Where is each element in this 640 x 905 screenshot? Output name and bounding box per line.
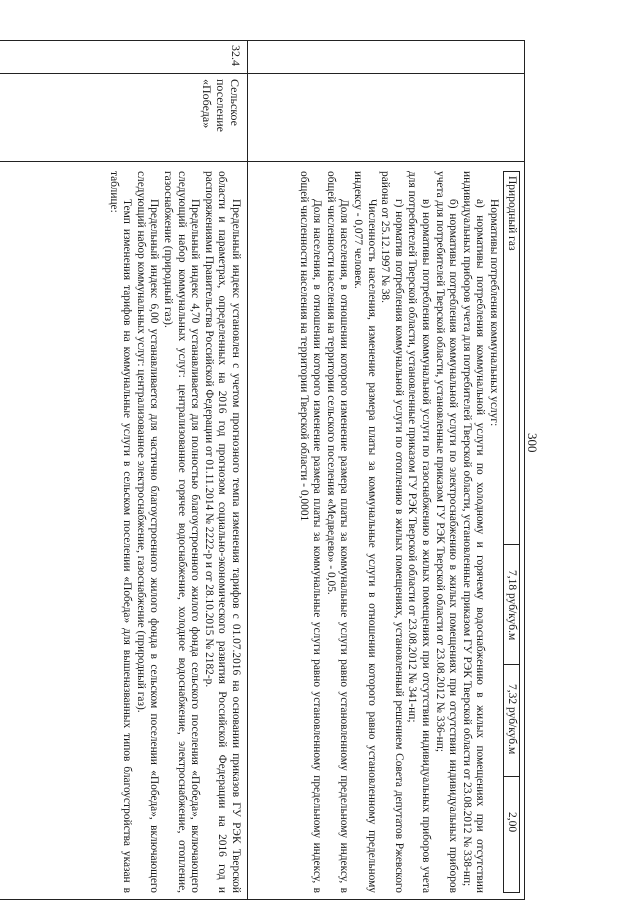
row2-content: [106, 171, 242, 893]
tariff-value-cell: 2,00: [506, 812, 518, 833]
paragraph: Численность населения, изменение размера платы за коммунальные услуги в отношении которого равно установленному предельному индексу - 0,077 человек.: [352, 171, 378, 893]
paragraph: Предельный индекс 6,00 устанавливается для частично благоустроенного жилого фонда в сельском поселении «Победа», включающего следующий набор коммунальных услуг: централизованное электроснабжение, газоснабжение (природный газ).: [134, 171, 161, 893]
row-divider: [247, 41, 248, 899]
paragraph: Предельный индекс установлен с учетом прогнозного темпа изменения тарифов с 01.07.2016 на основании приказов ГУ РЭК Тверской области и параметрах, определенных на 2016 год прогнозом социально-экономического развития Российской Федерации на 2016 год и распоряжениями Правительства Российской Федерации от 01.11.2014 № 2222-р и от 28.10.2015 № 2182-р.: [202, 171, 242, 893]
paragraph: Доля населения, в отношении которого изменение размера платы за коммунальные услуги равно установленному предельному индексу, в общей численности населения на территории сельского поселения «Медведево» - 0,05.: [324, 171, 351, 893]
row-number: 32.4: [229, 45, 243, 66]
page-number: 300: [525, 433, 540, 453]
paragraph: Темп изменения тарифов на коммунальные услуги в сельском поселении «Победа» для вышеназванных типов благоустройства указан в таблице:: [107, 171, 134, 893]
tariff-table: [503, 171, 520, 893]
paragraph: г) норматив потребления коммунальной услуги по отоплению в жилых помещениях, установленный решением Совета депутатов Ржевского района от 25.12.1997 № 38.: [379, 171, 405, 893]
paragraph: а) нормативы потребления коммунальной услуги по холодному и горячему водоснабжению в жилых помещениях при отсутствии индивидуальных приборов учета для потребителей Тверской области, установленные приказом ГУ РЭК Тверской области от 23.08.2012 № 338-нп;: [460, 171, 487, 893]
paragraph: в) нормативы потребления коммунальной услуги по газоснабжению в жилых помещениях при отсутствии индивидуальных приборов учета для потребителей Тверской области, установленные приказом ГУ РЭК Тверской области от 23.08.2012 № 341-нп;: [406, 171, 433, 893]
main-table: [0, 40, 525, 900]
tariff-value-cell: 7,18 руб/куб.м: [506, 570, 518, 641]
tariff-value-cell: 7,32 руб/куб.м: [506, 684, 518, 755]
paragraph: Доля населения, в отношении которого изменение размера платы за коммунальные услуги равно установленному предельному индексу, в общей численности населения на территории Тверской области - 0,0001: [297, 171, 324, 893]
row1-content: [296, 171, 500, 893]
settlement-name: Сельское поселение «Победа»: [200, 79, 242, 133]
document-page: [0, 40, 525, 900]
tariff-service-cell: Природный газ: [506, 176, 518, 251]
column-divider: [0, 73, 524, 74]
paragraph: Предельный индекс 4,70 устанавливается для полностью благоустроенного жилого фонда сельского поселения «Победа», включающего следующий набор коммунальных услуг: централизованное горячее водоснабжение, холодное водоснабжение, электроснабжение, отопление, газоснабжение (природный газ).: [162, 171, 202, 893]
paragraph: Нормативы потребления коммунальных услуг:: [488, 199, 500, 427]
column-divider: [0, 161, 524, 162]
paragraph: б) нормативы потребления коммунальной услуги по электроснабжению в жилых помещениях при отсутствии индивидуальных приборов учета для потребителей Тверской области, установленные приказом ГУ РЭК Тверской области от 23.08.2012 № 336-нп;: [433, 171, 460, 893]
